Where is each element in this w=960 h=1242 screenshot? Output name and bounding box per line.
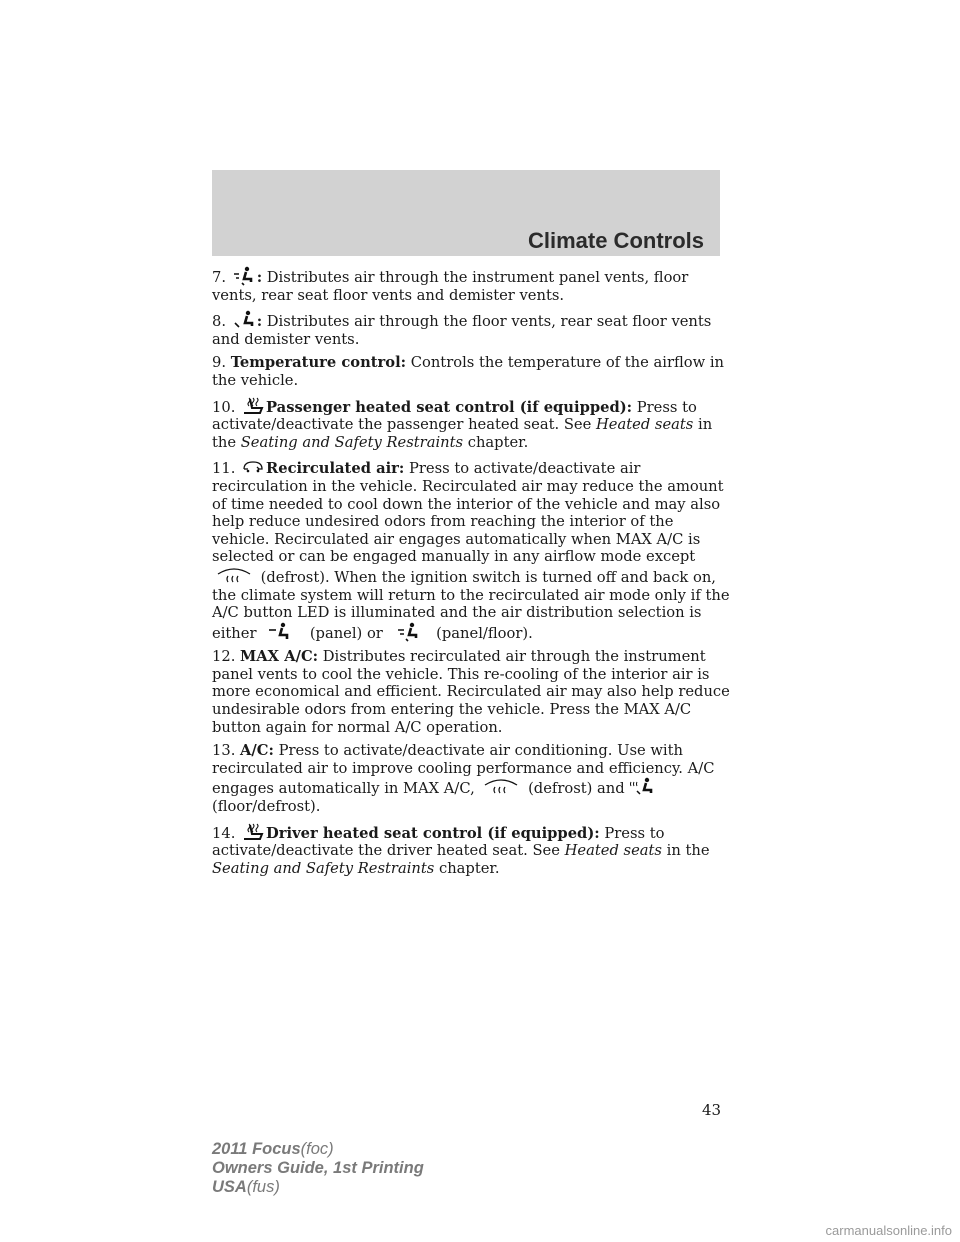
panel-mode-icon (261, 622, 305, 642)
item-number: 8. (212, 313, 227, 331)
item-number: 10. (212, 398, 236, 416)
item-text: Press to activate/deactivate the passenger heated seat. See (212, 398, 697, 434)
item-text: Controls the temperature of the airflow in the vehicle. (212, 354, 725, 389)
item-separator: : (256, 269, 263, 286)
page-number: 43 (702, 1101, 722, 1119)
item-10 (212, 396, 732, 452)
item-label: Passenger heated seat control (if equipped): (266, 398, 633, 416)
item-7 (212, 266, 732, 304)
watermark[interactable]: carmanualsonline.info (825, 1223, 952, 1238)
footer-line-2: Owners Guide, 1st Printing (212, 1159, 424, 1177)
cross-reference-chapter: Seating and Safety Restraints (240, 433, 464, 451)
panel-floor-mode-icon (388, 622, 432, 642)
chapter-header-band (212, 170, 720, 256)
item-text: Press to activate/deactivate the driver heated seat. See (212, 824, 665, 860)
item-text: Distributes air through the floor vents, rear seat floor vents and demister vents. (212, 313, 712, 348)
item-label: Driver heated seat control (if equipped): (266, 824, 600, 842)
item-12 (212, 648, 732, 736)
item-13 (212, 742, 732, 815)
item-8 (212, 310, 732, 348)
item-label: Recirculated air: (266, 460, 405, 478)
item-label: Temperature control: (230, 354, 407, 372)
floor-mode-icon (231, 310, 257, 330)
recirculated-air-icon (240, 457, 266, 477)
defrost-icon (479, 777, 523, 797)
floor-defrost-mode-icon (629, 777, 655, 797)
item-text: chapter. (438, 859, 500, 877)
item-9 (212, 354, 732, 389)
cross-reference-chapter: Seating and Safety Restraints (212, 859, 435, 877)
chapter-title: Climate Controls (527, 228, 704, 253)
item-text: (floor/defrost). (212, 798, 321, 816)
item-text: chapter. (467, 433, 529, 451)
item-text: in the (212, 416, 713, 451)
footer-line-3: USA(fus) (212, 1178, 280, 1196)
document-footer (212, 1140, 424, 1197)
item-number: 9. (212, 354, 227, 372)
item-label: MAX A/C: (240, 648, 319, 666)
cross-reference: Heated seats (595, 416, 694, 434)
panel-floor-mode-icon (231, 266, 257, 286)
footer-line-1: 2011 Focus(foc) (212, 1140, 334, 1158)
item-text: (defrost). When the ignition switch is turned off and back on, the climate system will return to the recirculated air mode only if the A/C button LED is illuminated and the air distribution selection is either (212, 568, 730, 642)
item-text: (defrost) and (528, 780, 625, 798)
item-14 (212, 822, 732, 878)
item-number: 13. (212, 742, 236, 760)
item-number: 7. (212, 269, 227, 286)
item-separator: : (256, 313, 263, 331)
item-text: Press to activate/deactivate air recirculation in the vehicle. Recirculated air may reduce the amount of time needed to cool down the interior of the vehicle and may also help reduce undesired odors from reaching the interior of the vehicle. Recirculated air engages automatically when MAX A/C is selected or can be engaged manually in any airflow mode except (212, 460, 724, 566)
item-number: 11. (212, 460, 236, 478)
cross-reference: Heated seats (564, 842, 662, 860)
item-number: 14. (212, 824, 236, 842)
item-text: Distributes recirculated air through the instrument panel vents to cool the vehicle. This re-cooling of the interior air is more economical and efficient. Recirculated air may also help reduce undesirable odors from entering the vehicle. Press the MAX A/C button again for normal A/C operation. (212, 648, 730, 736)
item-number: 12. (212, 648, 236, 666)
item-11 (212, 457, 732, 642)
heated-seat-icon (240, 822, 266, 842)
item-text: Press to activate/deactivate air conditioning. Use with recirculated air to improve cooling performance and efficiency. A/C engages automatically in MAX A/C, (212, 742, 715, 798)
heated-seat-icon (240, 396, 266, 416)
item-text: Distributes air through the instrument panel vents, floor vents, rear seat floor vents and demister vents. (212, 269, 689, 304)
item-label: A/C: (240, 742, 274, 760)
defrost-icon (212, 566, 256, 586)
item-text: (panel/floor). (436, 624, 533, 642)
item-text: (panel) or (309, 624, 383, 642)
item-text: in the (666, 842, 710, 860)
page-content (212, 266, 732, 883)
